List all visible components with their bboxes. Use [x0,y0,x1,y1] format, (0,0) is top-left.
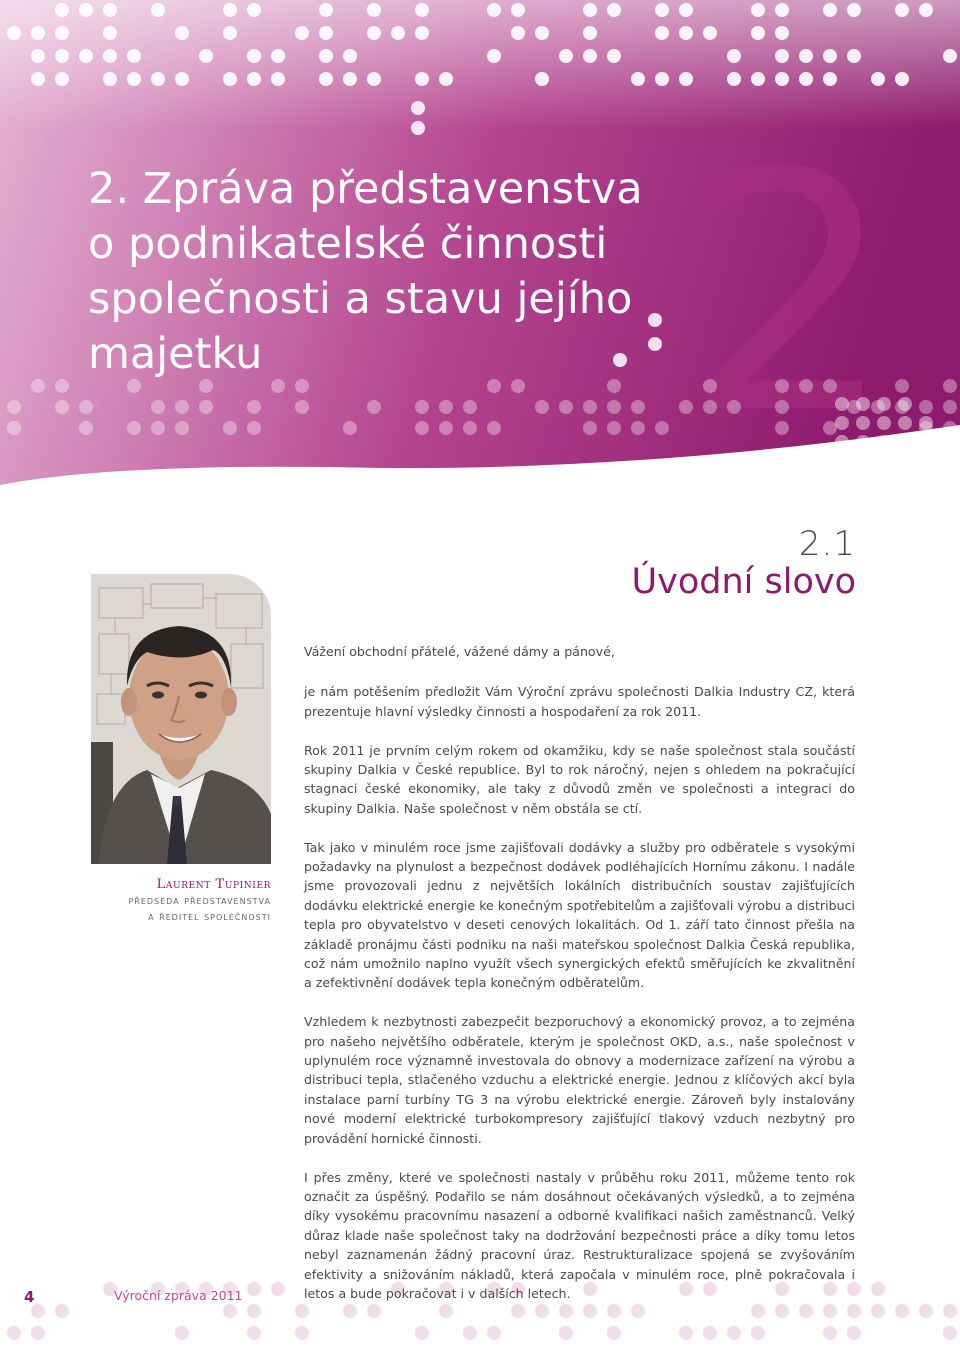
decor-dot [151,72,165,86]
decor-dot [871,1304,885,1318]
page-number: 4 [24,1288,35,1306]
decor-dot [898,397,912,411]
decor-dot [856,416,870,430]
decor-dot [847,1326,861,1340]
paragraph: Tak jako v minulém roce jsme zajišťovali dodávky a služby pro odběratele s vysokými požadavky na plynulost a bezpečnost dodávek podléhajících Hornímu zákonu. I nadále jsme provozovali jednu z největších lokálních distribučních soustav zajišťujících dodávku elektrické energie ke konečným spotřebitelům a zajišťovali výrobu a distribuci tepla pro obyvatelstvo v deseti cenových lokalitách. Od 1. září tato činnost přešla na základě pronájmu části podniku na naši mateřskou společnost Dalkia Česká republika, což nám umožnilo naplno využít všech synergických efektů směřujících ke zkvalitnění a zefektivnění dodávek tepla konečným odběratelům. [304,839,855,991]
decor-dot [463,1326,477,1340]
decor-dot [487,1282,501,1296]
decor-dot [727,1326,741,1340]
decor-dot [411,101,425,115]
decor-dot [247,400,261,414]
decor-dot [607,1304,621,1318]
decor-dot [79,400,93,414]
decor-dot [415,3,429,17]
decor-dot [559,1304,573,1318]
decor-dot [703,26,717,40]
decor-dot [703,1282,717,1296]
decor-dot [607,49,621,63]
decor-dot [559,49,573,63]
decor-dot [319,72,333,86]
decor-dot [391,26,405,40]
decor-dot [847,1304,861,1318]
decor-dot [895,379,909,393]
decor-dot [79,421,93,435]
decor-dot [295,26,309,40]
decor-dot [127,421,141,435]
decor-dot [31,1304,45,1318]
chapter-title [88,162,708,382]
decor-dot [775,1282,789,1296]
decor-dot [751,72,765,86]
decor-dot [898,416,912,430]
decor-dot [7,400,21,414]
decor-dot [583,3,597,17]
person-name: Laurent Tupinier [156,877,271,892]
decor-dot [655,72,669,86]
decor-dot [871,72,885,86]
decor-dot [271,49,285,63]
decor-dot [823,1282,837,1296]
decor-dot [559,400,573,414]
decor-dot [703,400,717,414]
decor-dot [367,72,381,86]
decor-dot [487,3,501,17]
decor-dot [943,421,957,435]
decor-dot [7,421,21,435]
decor-dot [775,3,789,17]
decor-dot [823,1326,837,1340]
decor-dot [31,72,45,86]
decor-dot [559,1326,573,1340]
decor-dot [775,379,789,393]
decor-dot [775,400,789,414]
decor-dot [367,3,381,17]
decor-dot [175,421,189,435]
decor-dot [31,26,45,40]
decor-dot [151,421,165,435]
decor-dot [607,421,621,435]
decor-dot [415,421,429,435]
decor-dot [343,421,357,435]
decor-dot [247,3,261,17]
decor-dot [7,26,21,40]
decor-dot [877,435,891,449]
decor-dot [631,1304,645,1318]
decor-dot [679,1326,693,1340]
decor-dot [223,421,237,435]
decor-dot [751,3,765,17]
paragraph: Vážení obchodní přátelé, vážené dámy a pánové, [304,644,615,659]
section-number: 2.1 [798,524,856,564]
decor-dot [511,3,525,17]
decor-dot [823,379,837,393]
decor-dot [835,397,849,411]
decor-dot [175,400,189,414]
portrait-caption [91,876,271,925]
decor-dot [679,26,693,40]
decor-dot [535,26,549,40]
decor-dot [655,3,669,17]
decor-dot [583,400,597,414]
decor-dot [463,421,477,435]
decor-dot [367,400,381,414]
decor-dot [487,1326,501,1340]
decor-dot [79,3,93,17]
section-title: Úvodní slovo [631,562,856,602]
decor-dot [295,1326,309,1340]
decor-dot [607,1326,621,1340]
decor-dot [511,1304,525,1318]
decor-dot [799,1304,813,1318]
decor-dot [943,379,957,393]
decor-dot [823,421,837,435]
decor-dot [727,72,741,86]
decor-dot [199,49,213,63]
decor-dot [583,421,597,435]
decor-dot [55,1304,69,1318]
decor-dot [511,26,525,40]
decor-dot [823,72,837,86]
decor-dot [103,3,117,17]
decor-dot [31,1326,45,1340]
decor-dot [703,1326,717,1340]
decor-dot [823,49,837,63]
decor-dot [295,1304,309,1318]
decor-dot [679,3,693,17]
decor-dot [55,379,69,393]
decor-dot [487,421,501,435]
decor-dot [943,400,957,414]
decor-dot [895,1304,909,1318]
decor-dot [895,72,909,86]
decor-dot [583,26,597,40]
decor-dot [79,49,93,63]
decor-dot [103,26,117,40]
decor-dot [439,72,453,86]
decor-dot [343,49,357,63]
decor-dot [607,400,621,414]
decor-dot [7,1326,21,1340]
chapter-title-line: o podnikatelské činnosti [88,219,608,269]
decor-dot [799,49,813,63]
decor-dot [439,1282,453,1296]
decor-dot [415,72,429,86]
decor-dot [799,72,813,86]
paragraph: I přes změny, které ve společnosti nastaly v průběhu roku 2011, můžeme tento rok označit za úspěšný. Podařilo se nám dosáhnout očekávaných výsledků, a to zejména díky vysokému pracovnímu nasazení a odborné kvalifikaci našich zaměstnanců. Velký důraz klade naše společnost taky na dodržování bezpečnosti práce a díky tomu letos nebyl zaznamenán žádný pracovní úraz. Restrukturalizace spojená se zvyšováním efektivity a snižováním nákladů, která započala v minulém roce, plně pokračovala i letos a bude pokračovat i v dalších letech. [304,1169,855,1301]
decor-dot [367,26,381,40]
decor-dot [223,72,237,86]
decor-dot [583,49,597,63]
decor-dot [343,72,357,86]
decor-dot [751,26,765,40]
decor-dot [127,49,141,63]
decor-dot [919,3,933,17]
decor-dot [55,26,69,40]
decor-dot [295,400,309,414]
decor-dot [343,1304,357,1318]
decor-dot [775,1304,789,1318]
decor-dot [223,26,237,40]
decor-dot [919,416,933,430]
decor-dot [415,26,429,40]
paragraph: Rok 2011 je prvním celým rokem od okamžiku, kdy se naše společnost stala součástí skupiny Dalkia v České republice. Byl to rok náročný, nejen s ohledem na pokračující stagnaci české ekonomiky, ale taky z důvodů změn ve společnosti a integraci do skupiny Dalkia. Naše společnost v něm obstála se ctí. [304,742,855,816]
decor-dot [319,49,333,63]
decor-dot [823,3,837,17]
decor-dot [847,49,861,63]
decor-dot [943,1304,957,1318]
decor-dot [439,421,453,435]
decor-dot [799,379,813,393]
paragraph: je nám potěšením předložit Vám Výroční zprávu společnosti Dalkia Industry CZ, která prezentuje hlavní výsledky činnosti a hospodaření za rok 2011. [304,684,855,719]
decor-dot [175,72,189,86]
decor-dot [247,1282,261,1296]
decor-dot [439,400,453,414]
decor-dot [943,49,957,63]
decor-dot [55,3,69,17]
decor-dot [463,400,477,414]
decor-dot [151,400,165,414]
chapter-title-line: 2. Zpráva představenstva [88,164,643,214]
decor-dot [487,49,501,63]
decor-dot [679,400,693,414]
decor-dot [175,1326,189,1340]
decor-dot [103,72,117,86]
decor-dot [835,435,849,449]
decor-dot [835,416,849,430]
decor-dot [583,1304,597,1318]
decor-dot [751,1304,765,1318]
decor-dot [727,400,741,414]
decor-dot [895,3,909,17]
decor-dot [823,1304,837,1318]
decor-dot [223,1304,237,1318]
decor-dot [877,416,891,430]
decor-dot [775,49,789,63]
decor-dot [199,400,213,414]
decor-dot [535,1304,549,1318]
decor-dot [775,72,789,86]
decor-dot [391,1282,405,1296]
decor-dot [31,49,45,63]
decor-dot [535,72,549,86]
person-role-line: a ředitel společnosti [148,910,271,923]
decor-dot [535,400,549,414]
decor-dot [511,1282,525,1296]
decor-dot [175,26,189,40]
chapter-title-line: majetku [88,329,263,379]
decor-dot [655,421,669,435]
decor-dot [319,26,333,40]
decor-dot [679,1282,693,1296]
decor-dot [943,1326,957,1340]
decor-dot [871,1282,885,1296]
decor-dot [679,72,693,86]
decor-dot [631,421,645,435]
decor-dot [271,72,285,86]
decor-dot [55,49,69,63]
decor-dot [411,121,425,135]
portrait-photo [91,574,271,864]
decor-dot [55,72,69,86]
decor-dot [751,1326,765,1340]
decor-dot [247,49,261,63]
decor-dot [247,1326,261,1340]
decor-dot [607,3,621,17]
decor-dot [55,400,69,414]
decor-dot [127,72,141,86]
decor-dot [247,72,261,86]
decor-dot [775,421,789,435]
big-chapter-numeral: 2 [685,102,895,486]
chapter-title-line: společnosti a stavu jejího [88,274,633,324]
decor-dot [223,3,237,17]
paragraph: Vzhledem k nezbytnosti zabezpečit bezporuchový a ekonomický provoz, a to zejména pro našeho největšího odběratele, kterým je společnost OKD, a.s., naše společnost v uplynulém roce významně investovala do obnovy a modernizace zařízení na výrobu a distribuci tepla, stlačeného vzduchu a elektrické energie. Jednou z klíčových akcí byla instalace parní turbíny TG 3 na výrobu elektrické energie. Zároveň byly instalovány nové moderní elektrické turbokompresory zajišťující tlakový vzduch nezbytný pro provádění hornické činnosti. [304,1014,855,1146]
decor-dot [631,400,645,414]
decor-dot [877,397,891,411]
decor-dot [319,3,333,17]
decor-dot [655,26,669,40]
decor-dot [271,1282,285,1296]
decor-dot [856,435,870,449]
person-role-line: předseda představenstva [128,894,271,907]
decor-dot [31,379,45,393]
decor-dot [151,3,165,17]
decor-dot [919,1304,933,1318]
decor-dot [847,1282,861,1296]
decor-dot [415,1326,429,1340]
decor-dot [583,1282,597,1296]
decor-dot [415,400,429,414]
decor-dot [631,72,645,86]
decor-dot [856,397,870,411]
decor-dot [247,421,261,435]
decor-dot [775,26,789,40]
decor-dot [847,3,861,17]
decor-dot [367,1304,381,1318]
body-text [304,642,855,1323]
decor-dot [247,1304,261,1318]
decor-dot [919,400,933,414]
decor-dot [727,49,741,63]
document-title: Výroční zpráva 2011 [114,1288,243,1303]
decor-dot [439,1304,453,1318]
decor-dot [103,49,117,63]
